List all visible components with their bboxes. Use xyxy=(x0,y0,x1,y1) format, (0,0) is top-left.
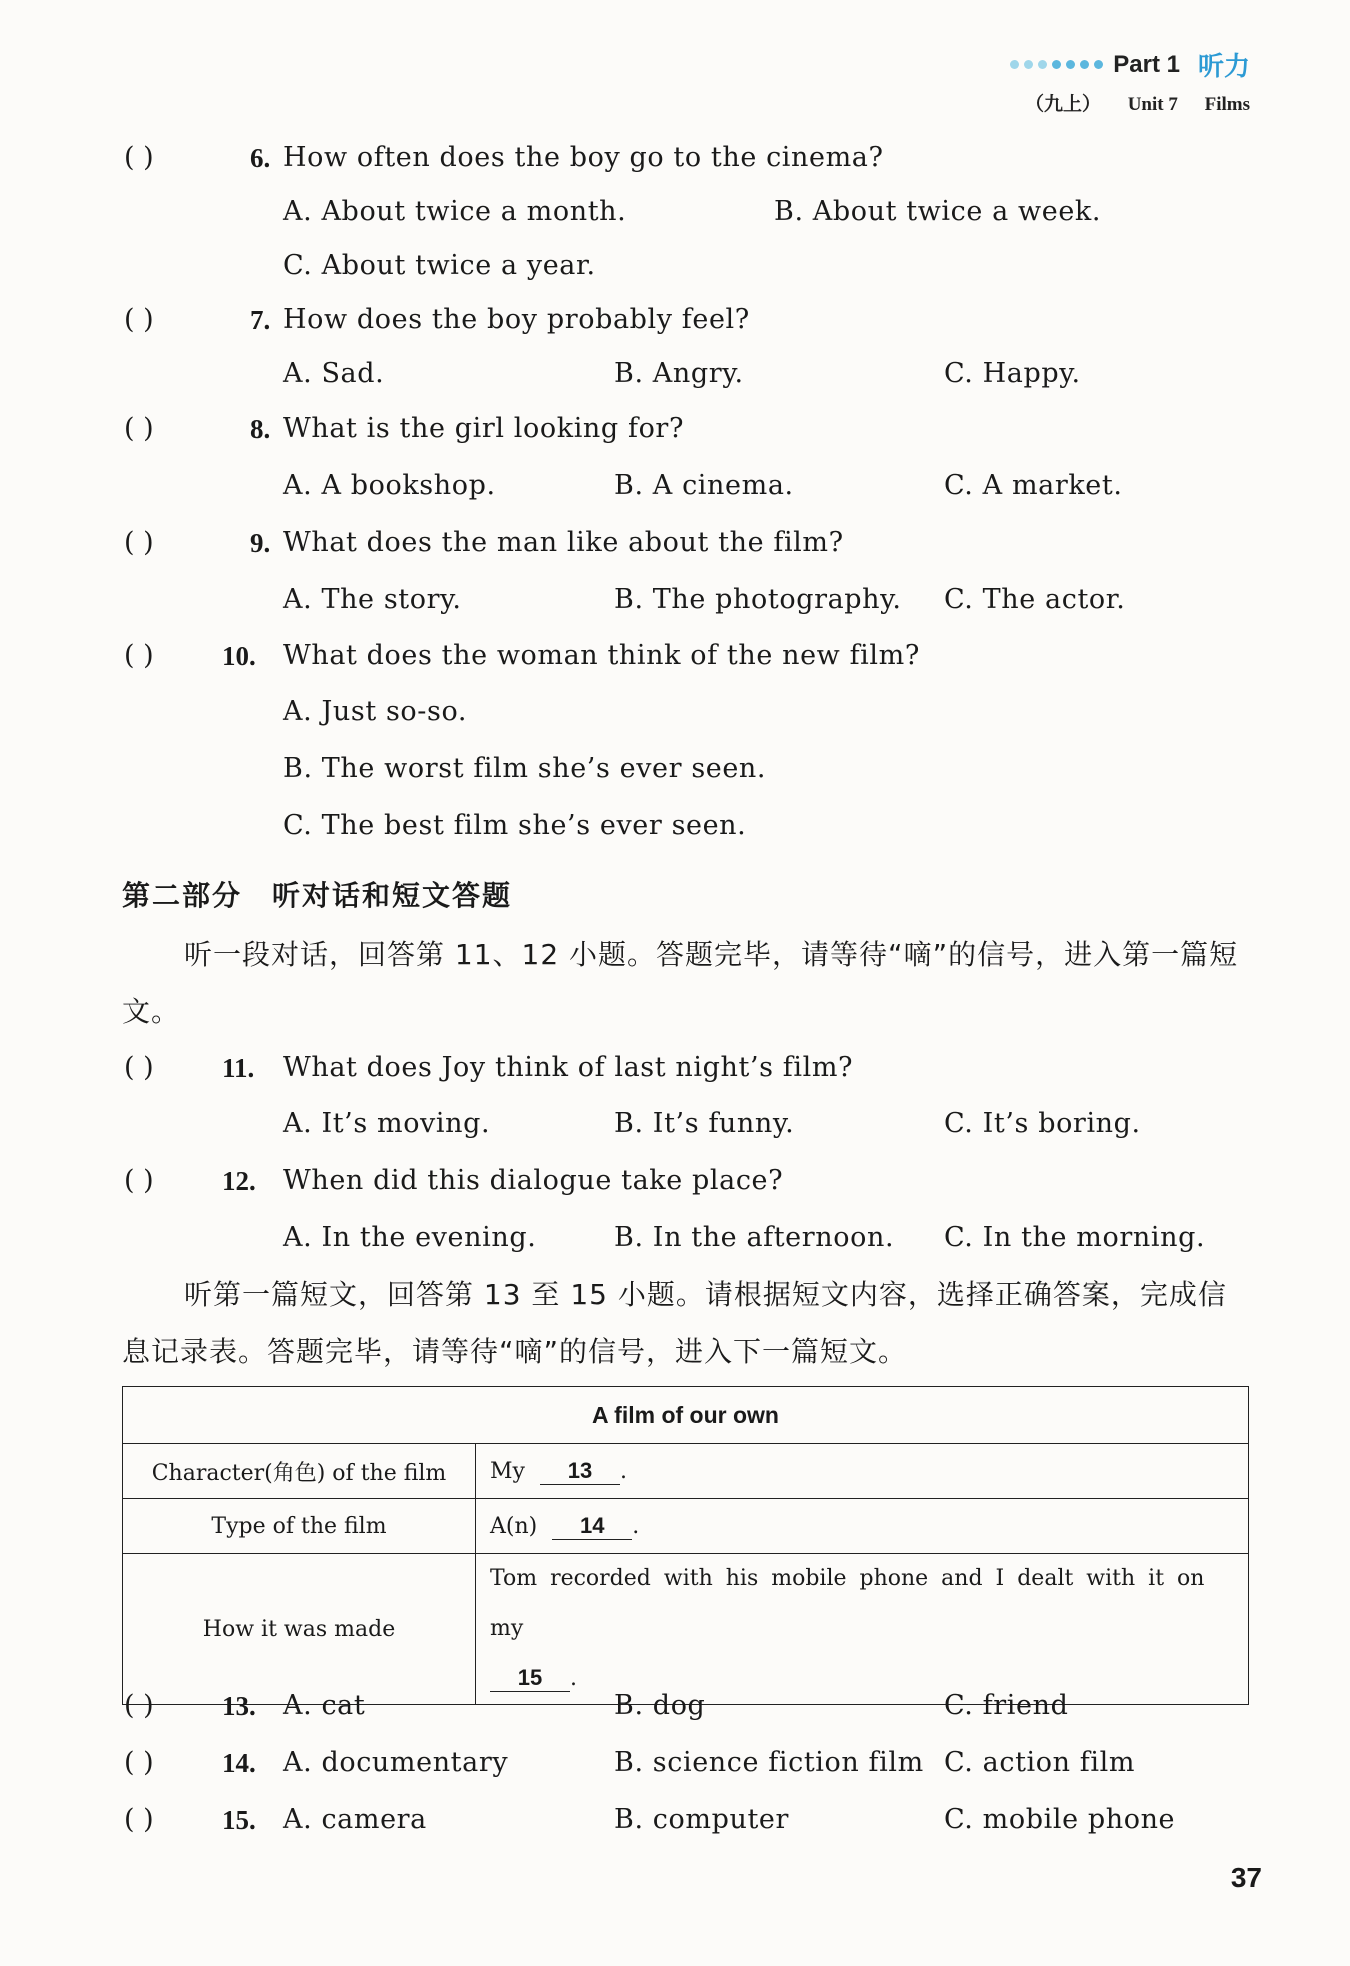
option-a[interactable]: A. cat xyxy=(283,1690,366,1721)
question-number: 12. xyxy=(222,1166,256,1196)
unit-label: Unit 7 xyxy=(1127,94,1178,115)
unit-title: Films xyxy=(1204,94,1250,115)
question-text: How does the boy probably feel? xyxy=(283,304,750,335)
option-c[interactable]: C. It’s boring. xyxy=(944,1108,1141,1139)
option-c[interactable]: C. Happy. xyxy=(944,358,1081,389)
question-text: What is the girl looking for? xyxy=(283,413,685,444)
option-b[interactable]: B. science fiction film xyxy=(614,1747,924,1778)
option-a[interactable]: A. The story. xyxy=(283,584,462,615)
option-b[interactable]: B. A cinema. xyxy=(614,470,794,501)
option-b[interactable]: B. The photography. xyxy=(614,584,902,615)
row-text: Tom recorded with his mobile phone and I dealt with it on my xyxy=(490,1566,1205,1641)
answer-bracket[interactable]: ( ) xyxy=(124,527,154,558)
option-a[interactable]: A. A bookshop. xyxy=(283,470,496,501)
question-number: 8. xyxy=(250,414,271,444)
answer-bracket[interactable]: ( ) xyxy=(124,1052,154,1083)
answer-bracket[interactable]: ( ) xyxy=(124,1690,154,1721)
option-a[interactable]: A. In the evening. xyxy=(283,1222,537,1253)
option-a[interactable]: A. Just so-so. xyxy=(283,696,468,727)
answer-bracket[interactable]: ( ) xyxy=(124,413,154,444)
question-text: How often does the boy go to the cinema? xyxy=(283,142,884,173)
table-title: A film of our own xyxy=(123,1387,1249,1444)
instruction-2: 听第一篇短文，回答第 13 至 15 小题。请根据短文内容，选择正确答案，完成信息记录表。答题完毕，请等待“嘀”的信号，进入下一篇短文。 xyxy=(122,1278,1227,1368)
row-label: How it was made xyxy=(123,1554,476,1705)
section-title: 第二部分 听对话和短文答题 xyxy=(122,879,513,912)
question-text: What does Joy think of last night’s film? xyxy=(283,1052,854,1083)
page-header xyxy=(1010,46,1250,116)
row-content xyxy=(476,1554,1249,1705)
row-content xyxy=(476,1444,1249,1499)
answer-bracket[interactable]: ( ) xyxy=(124,304,154,335)
option-c[interactable]: C. The actor. xyxy=(944,584,1126,615)
option-b[interactable]: B. The worst film she’s ever seen. xyxy=(283,753,767,784)
option-c[interactable]: C. The best film she’s ever seen. xyxy=(283,810,747,841)
question-number: 13. xyxy=(222,1691,256,1721)
option-b[interactable]: B. computer xyxy=(614,1804,789,1835)
page-number: 37 xyxy=(1230,1862,1262,1893)
option-c[interactable]: C. About twice a year. xyxy=(283,250,596,281)
row-label: Character(角色) of the film xyxy=(123,1444,476,1499)
question-number: 9. xyxy=(250,528,271,558)
option-a[interactable]: A. camera xyxy=(283,1804,427,1835)
question-number: 15. xyxy=(222,1805,256,1835)
answer-blank-15[interactable]: 15 xyxy=(490,1665,570,1692)
option-a[interactable]: A. It’s moving. xyxy=(283,1108,491,1139)
table-row xyxy=(123,1499,1249,1554)
option-a[interactable]: A. About twice a month. xyxy=(283,196,627,227)
option-b[interactable]: B. In the afternoon. xyxy=(614,1222,895,1253)
question-text: What does the woman think of the new film? xyxy=(283,640,920,671)
table-row xyxy=(123,1554,1249,1705)
row-prefix: A(n) xyxy=(490,1513,538,1539)
info-record-table xyxy=(122,1386,1249,1705)
option-c[interactable]: C. mobile phone xyxy=(944,1804,1176,1835)
question-number: 7. xyxy=(250,305,271,335)
question-number: 14. xyxy=(222,1748,256,1778)
row-suffix: . xyxy=(570,1666,577,1691)
option-c[interactable]: C. In the morning. xyxy=(944,1222,1206,1253)
decorative-dots-icon xyxy=(1010,60,1103,69)
option-b[interactable]: B. It’s funny. xyxy=(614,1108,795,1139)
answer-bracket[interactable]: ( ) xyxy=(124,1165,154,1196)
question-text: When did this dialogue take place? xyxy=(283,1165,784,1196)
topic-label: 听力 xyxy=(1197,52,1250,82)
option-c[interactable]: C. A market. xyxy=(944,470,1123,501)
answer-bracket[interactable]: ( ) xyxy=(124,640,154,671)
answer-blank-14[interactable]: 14 xyxy=(552,1513,632,1540)
answer-bracket[interactable]: ( ) xyxy=(124,142,154,173)
option-b[interactable]: B. Angry. xyxy=(614,358,744,389)
row-suffix: . xyxy=(632,1513,640,1539)
option-b[interactable]: B. About twice a week. xyxy=(774,196,1102,227)
option-b[interactable]: B. dog xyxy=(614,1690,706,1721)
answer-blank-13[interactable]: 13 xyxy=(540,1458,620,1485)
row-prefix: My xyxy=(490,1458,525,1484)
part-label: Part 1 xyxy=(1113,50,1180,78)
question-number: 6. xyxy=(250,143,271,173)
answer-bracket[interactable]: ( ) xyxy=(124,1804,154,1835)
question-text: What does the man like about the film? xyxy=(283,527,844,558)
option-c[interactable]: C. action film xyxy=(944,1747,1136,1778)
row-content xyxy=(476,1499,1249,1554)
option-c[interactable]: C. friend xyxy=(944,1690,1069,1721)
option-a[interactable]: A. Sad. xyxy=(283,358,385,389)
row-label: Type of the film xyxy=(123,1499,476,1554)
grade-label: （九上） xyxy=(1024,94,1101,115)
answer-bracket[interactable]: ( ) xyxy=(124,1747,154,1778)
option-a[interactable]: A. documentary xyxy=(283,1747,509,1778)
question-number: 11. xyxy=(222,1053,255,1083)
table-row xyxy=(123,1444,1249,1499)
question-number: 10. xyxy=(222,641,256,671)
instruction-1: 听一段对话，回答第 11、12 小题。答题完毕，请等待“嘀”的信号，进入第一篇短文。 xyxy=(122,938,1239,1028)
row-suffix: . xyxy=(619,1458,627,1484)
